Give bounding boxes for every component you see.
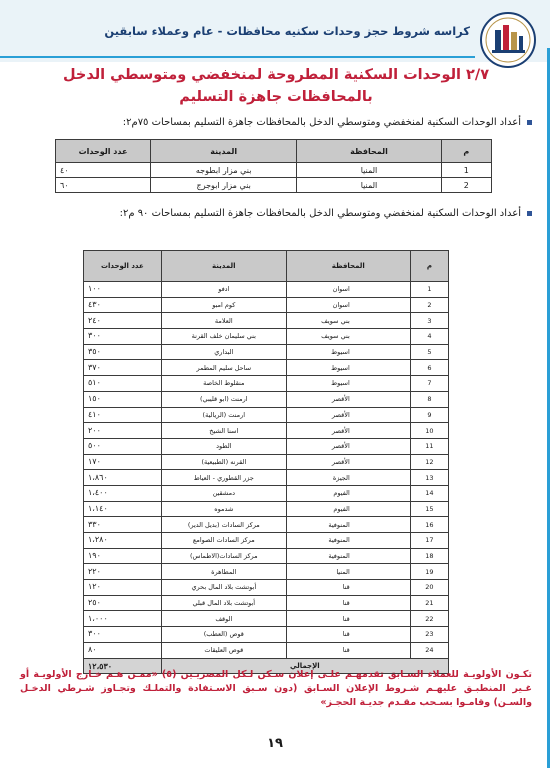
- col-header-city: المدينة: [161, 251, 286, 282]
- cell-city: بني مزار ابطوجه: [151, 163, 297, 178]
- cell-units: ٣٠٠: [84, 627, 162, 643]
- cell-city: ارمنت (ابو قليبي): [161, 391, 286, 407]
- cell-index: 12: [410, 454, 448, 470]
- cell-governorate: المنيا: [297, 163, 441, 178]
- units-table-75m: [55, 139, 492, 193]
- cell-city: كوم امبو: [161, 297, 286, 313]
- table-row: [84, 611, 449, 627]
- cell-index: 11: [410, 438, 448, 454]
- cell-units: ١٧٠: [84, 454, 162, 470]
- cell-index: 24: [410, 642, 448, 658]
- cell-units: ١٥٠: [84, 391, 162, 407]
- cell-governorate: المنوفية: [286, 517, 410, 533]
- cell-index: 14: [410, 485, 448, 501]
- cell-city: مركز السادات (بديل الدير): [161, 517, 286, 533]
- cell-units: ٣٠٠: [84, 329, 162, 345]
- cell-index: 16: [410, 517, 448, 533]
- cell-units: ٣٣٠: [84, 517, 162, 533]
- cell-governorate: المنيا: [286, 564, 410, 580]
- cell-index: 6: [410, 360, 448, 376]
- ministry-logo-icon: [478, 10, 538, 70]
- bullet-text: أعداد الوحدات السكنية لمنخفضي ومتوسطي الدخل بالمحافظات جاهزة التسليم بمساحات ٩٠ م٢:: [119, 208, 521, 219]
- cell-units: ١،٨٦٠: [84, 470, 162, 486]
- cell-governorate: الأقصر: [286, 438, 410, 454]
- table-row: [84, 407, 449, 423]
- table-row: [84, 297, 449, 313]
- cell-index: 15: [410, 501, 448, 517]
- cell-governorate: الجيزة: [286, 470, 410, 486]
- cell-index: 7: [410, 376, 448, 392]
- table-header-row: [56, 140, 492, 163]
- cell-governorate: الفيوم: [286, 501, 410, 517]
- cell-city: القرنه (الطبيعية): [161, 454, 286, 470]
- table-header-row: [84, 251, 449, 282]
- cell-units: ٣٥٠: [84, 344, 162, 360]
- cell-index: 8: [410, 391, 448, 407]
- table-row: [84, 548, 449, 564]
- cell-units: ٣٧٠: [84, 360, 162, 376]
- cell-index: 13: [410, 470, 448, 486]
- cell-index: 2: [410, 297, 448, 313]
- cell-governorate: الأقصر: [286, 407, 410, 423]
- cell-units: ١،٤٠٠: [84, 485, 162, 501]
- table-row: [84, 627, 449, 643]
- cell-governorate: اسوان: [286, 297, 410, 313]
- cell-city: أبوتشت بلاد المال بحري: [161, 580, 286, 596]
- table-row: [84, 438, 449, 454]
- cell-governorate: المنوفية: [286, 533, 410, 549]
- table-row: [84, 517, 449, 533]
- table-row: [84, 642, 449, 658]
- cell-units: ٦٠: [56, 178, 151, 193]
- table-row: [84, 344, 449, 360]
- cell-index: 20: [410, 580, 448, 596]
- cell-units: ٤٠: [56, 163, 151, 178]
- cell-index: 4: [410, 329, 448, 345]
- cell-governorate: قنا: [286, 580, 410, 596]
- cell-governorate: اسيوط: [286, 344, 410, 360]
- cell-city: دمشقين: [161, 485, 286, 501]
- table-row: [84, 454, 449, 470]
- cell-governorate: اسيوط: [286, 360, 410, 376]
- cell-index: 17: [410, 533, 448, 549]
- cell-city: جزر القطوري - العياط: [161, 470, 286, 486]
- table-row: [84, 485, 449, 501]
- cell-index: 19: [410, 564, 448, 580]
- cell-governorate: بني سويف: [286, 313, 410, 329]
- cell-city: ادفو: [161, 282, 286, 298]
- col-header-index: م: [410, 251, 448, 282]
- cell-city: ساحل سليم المطمر: [161, 360, 286, 376]
- cell-units: ٥١٠: [84, 376, 162, 392]
- table-row: [84, 533, 449, 549]
- cell-units: ١،٠٠٠: [84, 611, 162, 627]
- cell-city: الوقف: [161, 611, 286, 627]
- table-row: [84, 360, 449, 376]
- table-row: [56, 163, 492, 178]
- cell-index: 23: [410, 627, 448, 643]
- cell-city: مركز السادات الصوامع: [161, 533, 286, 549]
- bullet-75m: [30, 117, 532, 128]
- cell-units: ١٩٠: [84, 548, 162, 564]
- cell-city: أبوتشت بلاد المال قبلي: [161, 595, 286, 611]
- cell-units: ٢٠٠: [84, 423, 162, 439]
- cell-index: 22: [410, 611, 448, 627]
- table-row: [84, 329, 449, 345]
- bullet-text: أعداد الوحدات السكنية لمنخفضي ومتوسطي الدخل بالمحافظات جاهزة التسليم بمساحات ٧٥م٢:: [122, 117, 521, 128]
- cell-index: 5: [410, 344, 448, 360]
- cell-city: قوص (العطب): [161, 627, 286, 643]
- cell-index: 1: [410, 282, 448, 298]
- cell-units: ٤٣٠: [84, 297, 162, 313]
- cell-city: بني سليمان خلف القرنة: [161, 329, 286, 345]
- cell-city: مركز السادات(الاطماس): [161, 548, 286, 564]
- col-header-units: عدد الوحدات: [84, 251, 162, 282]
- table-row: [84, 564, 449, 580]
- total-value: ١٢،٥٣٠: [84, 658, 162, 674]
- cell-governorate: قنا: [286, 595, 410, 611]
- cell-units: ٢٢٠: [84, 564, 162, 580]
- table-row: [56, 178, 492, 193]
- cell-units: ١،٢٨٠: [84, 533, 162, 549]
- cell-governorate: اسوان: [286, 282, 410, 298]
- cell-governorate: المنوفية: [286, 548, 410, 564]
- bullet-square-icon: [527, 211, 532, 216]
- cell-units: ٤١٠: [84, 407, 162, 423]
- bullet-square-icon: [527, 120, 532, 125]
- table-row: [84, 313, 449, 329]
- cell-city: العلامة: [161, 313, 286, 329]
- units-table-90m: [83, 250, 449, 674]
- cell-index: 2: [441, 178, 491, 193]
- cell-city: ارمنت (الريالية): [161, 407, 286, 423]
- cell-units: ١٢٠: [84, 580, 162, 596]
- cell-governorate: اسيوط: [286, 376, 410, 392]
- cell-governorate: قنا: [286, 627, 410, 643]
- cell-governorate: قنا: [286, 611, 410, 627]
- table-row: [84, 595, 449, 611]
- bullet-90m: [30, 208, 532, 219]
- cell-governorate: الأقصر: [286, 423, 410, 439]
- cell-city: البداري: [161, 344, 286, 360]
- cell-city: شدموه: [161, 501, 286, 517]
- cell-index: 21: [410, 595, 448, 611]
- cell-city: الطود: [161, 438, 286, 454]
- total-label: الإجمالي: [161, 658, 448, 674]
- table-row: [84, 501, 449, 517]
- cell-index: 9: [410, 407, 448, 423]
- cell-city: قوص العليقات: [161, 642, 286, 658]
- cell-index: 18: [410, 548, 448, 564]
- cell-city: منقلوط الخاصة: [161, 376, 286, 392]
- cell-units: ٨٠: [84, 642, 162, 658]
- cell-governorate: المنيا: [297, 178, 441, 193]
- col-header-governorate: المحافظة: [286, 251, 410, 282]
- cell-governorate: بني سويف: [286, 329, 410, 345]
- col-header-index: م: [441, 140, 491, 163]
- cell-governorate: الأقصر: [286, 391, 410, 407]
- table-row: [84, 376, 449, 392]
- cell-units: ١٠٠: [84, 282, 162, 298]
- page-number: ١٩: [267, 736, 283, 751]
- cell-index: 1: [441, 163, 491, 178]
- header-title: كراسه شروط حجز وحدات سكنيه محافظات - عام وعملاء سابقين: [104, 24, 470, 38]
- cell-city: اسنا الشيخ: [161, 423, 286, 439]
- section-title: ٢/٧ الوحدات السكنية المطروحة لمنخفضي ومتوسطي الدخل بالمحافظات جاهزة التسليم: [62, 67, 490, 105]
- cell-city: المطاهرة: [161, 564, 286, 580]
- cell-city: بني مزار ابوجرج: [151, 178, 297, 193]
- cell-units: ٢٥٠: [84, 595, 162, 611]
- table-row: [84, 470, 449, 486]
- col-header-governorate: المحافظة: [297, 140, 441, 163]
- table-row: [84, 282, 449, 298]
- col-header-units: عدد الوحدات: [56, 140, 151, 163]
- cell-index: 10: [410, 423, 448, 439]
- cell-units: ٢٤٠: [84, 313, 162, 329]
- table-row: [84, 391, 449, 407]
- header-divider: [0, 56, 475, 58]
- cell-units: ٥٠٠: [84, 438, 162, 454]
- priority-note: تكـون الأولويـة للعملاء السـابق تقدمهـم علـى إعلان سـكن لـكل المصريـين (٥) «ممـن هـم خـارج الأولويـة أو غـير المنطبـق عليهـم شـروط الإعلان السـابق (دون سـبق الاسـتفادة والتملـك وتجـاوز شـرطي الدخـل والسـن) وقامـوا بسـحب مقـدم جديـة الحجـز»: [20, 669, 532, 708]
- cell-governorate: قنا: [286, 642, 410, 658]
- table-row: [84, 580, 449, 596]
- table-row: [84, 423, 449, 439]
- col-header-city: المدينة: [151, 140, 297, 163]
- cell-units: ١،١٤٠: [84, 501, 162, 517]
- cell-governorate: الأقصر: [286, 454, 410, 470]
- cell-index: 3: [410, 313, 448, 329]
- cell-governorate: الفيوم: [286, 485, 410, 501]
